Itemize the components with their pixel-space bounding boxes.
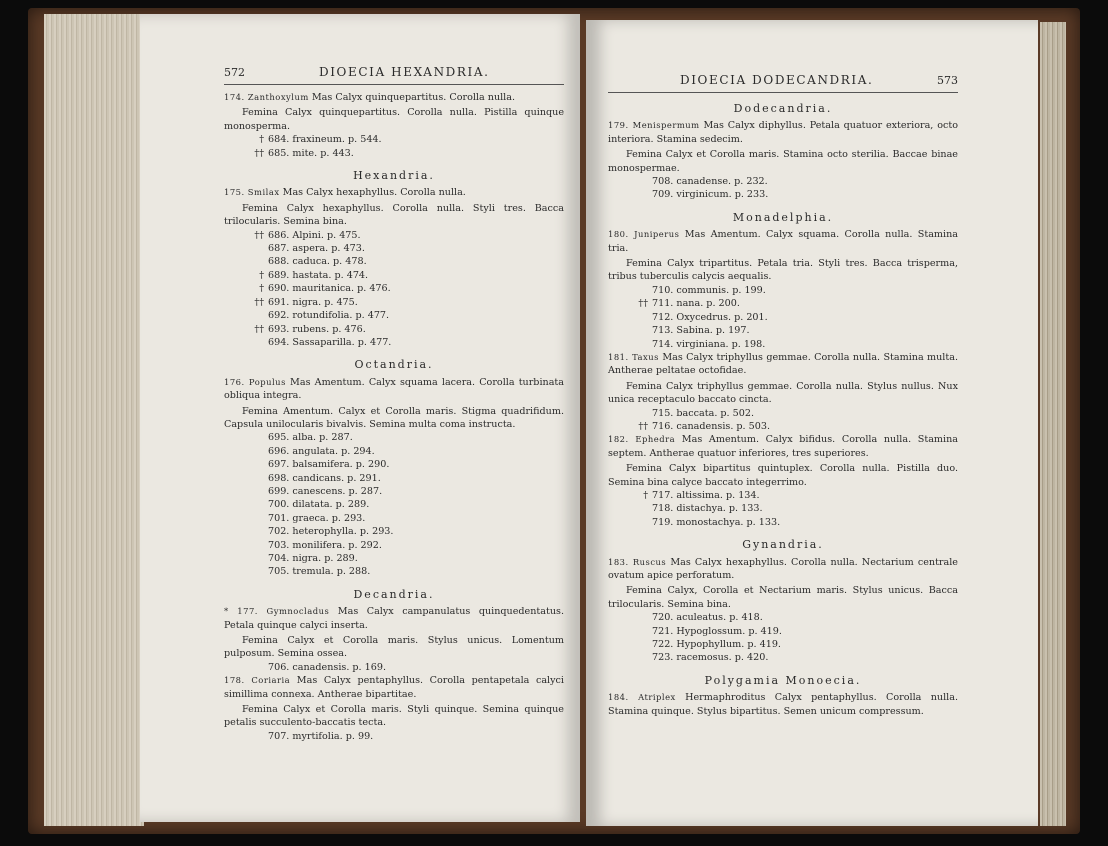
female-description: Femina Calyx et Corolla maris. Styli quinque. Semina quinque petalis succulento-baccatis tecta. — [224, 704, 564, 729]
species-list — [608, 407, 958, 434]
species-list — [224, 431, 564, 578]
female-description: Femina Calyx quinquepartitus. Corolla nulla. Pistilla quinque monosperma. — [224, 107, 564, 132]
species-item — [242, 458, 564, 471]
species-item — [626, 297, 958, 310]
genus-entry — [608, 119, 958, 146]
species-item — [626, 638, 958, 651]
species-mark — [242, 242, 268, 255]
section-heading: Monadelphia. — [732, 210, 834, 224]
species-mark: †† — [254, 147, 264, 159]
species-text: 720. aculeatus. p. 418. — [652, 612, 763, 624]
genus-entry — [224, 674, 564, 701]
species-item — [626, 420, 958, 433]
female-description: Femina Calyx bipartitus quintuplex. Corolla nulla. Pistilla duo. Semina bina calyce baccato integerrimo. — [608, 463, 958, 488]
species-mark — [242, 565, 268, 578]
right-page — [586, 20, 1038, 826]
male-description: Mas Amentum. Calyx bifidus. Corolla nulla. Stamina septem. Antherae quatuor inferiores, tres superiores. — [608, 434, 958, 459]
species-text: 716. canadensis. p. 503. — [652, 420, 771, 432]
genus-entry — [224, 376, 564, 403]
species-text: 713. Sabina. p. 197. — [652, 325, 750, 337]
species-text: 688. caduca. p. 478. — [268, 256, 367, 268]
species-text: 708. canadense. p. 232. — [652, 176, 768, 188]
left-page-body — [224, 66, 564, 743]
female-description: Femina Calyx, Corolla et Nectarium maris. Stylus unicus. Bacca trilocularis. Semina bina. — [608, 585, 958, 610]
species-text: 689. hastata. p. 474. — [268, 269, 369, 281]
male-description: Mas Amentum. Calyx squama lacera. Corolla turbinata obliqua integra. — [224, 376, 564, 402]
species-list — [608, 489, 958, 529]
species-item — [242, 269, 564, 282]
male-description: Mas Calyx pentaphyllus. Corolla pentapetala calyci simillima connexa. Antherae bipartitae. — [224, 675, 564, 700]
female-description: Femina Calyx hexaphyllus. Corolla nulla. Styli tres. Bacca trilocularis. Semina bina. — [224, 202, 564, 228]
male-description: Hermaphroditus Calyx pentaphyllus. Corolla nulla. Stamina quinque. Stylus bipartitus. Semen unicum compressum. — [608, 692, 958, 717]
species-item — [626, 284, 958, 297]
species-item — [242, 565, 564, 578]
male-description: Mas Calyx campanulatus quinquedentatus. Petala quinque calyci inserta. — [224, 606, 564, 631]
genus-entry — [608, 228, 958, 255]
species-item — [242, 255, 564, 268]
species-mark — [242, 525, 268, 538]
species-mark: † — [259, 269, 264, 281]
section-heading: Gynandria. — [742, 538, 824, 552]
species-text: 710. communis. p. 199. — [652, 284, 766, 296]
genus-name: 184. Atriplex — [608, 692, 676, 703]
species-item — [626, 188, 958, 201]
species-text: 702. heterophylla. p. 293. — [268, 526, 394, 538]
right-page-title: DIOECIA DODECANDRIA. — [680, 73, 874, 87]
left-page — [140, 14, 580, 822]
genus-name: 176. Populus — [224, 376, 286, 387]
species-list — [608, 611, 958, 665]
species-mark — [242, 498, 268, 511]
section-heading: Polygamia Monoecia. — [704, 673, 862, 687]
species-text: 705. tremula. p. 288. — [268, 566, 371, 578]
section-heading: Hexandria. — [353, 169, 435, 183]
species-mark — [242, 431, 268, 444]
species-text: 698. candicans. p. 291. — [268, 472, 381, 484]
species-item — [242, 323, 564, 336]
species-item — [242, 730, 564, 743]
species-text: 697. balsamifera. p. 290. — [268, 459, 390, 471]
species-mark — [626, 188, 652, 201]
species-mark: † — [643, 489, 648, 501]
left-page-number: 572 — [224, 66, 245, 79]
species-item — [242, 445, 564, 458]
species-text: 719. monostachya. p. 133. — [652, 516, 781, 528]
species-mark — [242, 485, 268, 498]
species-mark — [242, 539, 268, 552]
species-text: 718. distachya. p. 133. — [652, 503, 763, 515]
page-edges-right — [1040, 22, 1066, 826]
species-mark — [242, 512, 268, 525]
left-entries — [224, 91, 564, 743]
species-mark — [626, 651, 652, 664]
species-text: 717. altissima. p. 134. — [652, 489, 760, 501]
species-item — [242, 661, 564, 674]
species-item — [242, 431, 564, 444]
species-mark — [242, 255, 268, 268]
species-item — [242, 498, 564, 511]
species-item — [626, 338, 958, 351]
species-mark — [242, 458, 268, 471]
species-text: 692. rotundifolia. p. 477. — [268, 310, 390, 322]
species-item — [242, 552, 564, 565]
species-mark — [626, 638, 652, 651]
species-item — [242, 133, 564, 146]
genus-name: 179. Menispermum — [608, 120, 700, 131]
genus-name: 178. Coriaria — [224, 675, 291, 686]
male-description: Mas Amentum. Calyx squama. Corolla nulla. Stamina tria. — [608, 229, 958, 254]
species-item — [626, 175, 958, 188]
species-item — [242, 147, 564, 160]
species-mark — [242, 730, 268, 743]
species-item — [242, 485, 564, 498]
species-text: 694. Sassaparilla. p. 477. — [268, 336, 392, 348]
species-mark — [626, 324, 652, 337]
species-mark — [242, 336, 268, 349]
species-item — [242, 472, 564, 485]
female-description: Femina Amentum. Calyx et Corolla maris. Stigma quadrifidum. Capsula unilocularis bivalvis. Semina multa coma instructa. — [224, 405, 564, 430]
species-list — [224, 661, 564, 674]
genus-name: * 177. Gymnocladus — [224, 606, 330, 617]
species-mark — [626, 611, 652, 624]
species-mark: † — [259, 283, 264, 295]
species-mark — [626, 338, 652, 351]
species-text: 714. virginiana. p. 198. — [652, 338, 766, 350]
section-heading: Octandria. — [354, 358, 434, 372]
species-item — [242, 282, 564, 295]
female-description: Femina Calyx tripartitus. Petala tria. Styli tres. Bacca trisperma, tribus tuberculis calycis aequalis. — [608, 258, 958, 283]
right-page-body — [608, 74, 958, 718]
genus-entry — [224, 91, 564, 104]
page-edges-left — [44, 14, 144, 826]
species-text: 706. canadensis. p. 169. — [268, 661, 387, 673]
genus-entry — [608, 556, 958, 583]
species-text: 721. Hypoglossum. p. 419. — [652, 625, 782, 637]
female-description: Femina Calyx triphyllus gemmae. Corolla nulla. Stylus nullus. Nux unica receptaculo baccato cincta. — [608, 380, 958, 406]
species-item — [626, 489, 958, 502]
species-item — [242, 229, 564, 242]
genus-entry — [224, 186, 564, 199]
species-item — [242, 539, 564, 552]
species-item — [626, 651, 958, 664]
species-mark: † — [259, 134, 264, 146]
species-list — [224, 133, 564, 160]
species-mark — [242, 552, 268, 565]
genus-name: 175. Smilax — [224, 187, 280, 198]
species-mark: †† — [254, 229, 264, 241]
species-mark — [626, 625, 652, 638]
species-item — [242, 336, 564, 349]
species-mark — [626, 516, 652, 529]
male-description: Mas Calyx hexaphyllus. Corolla nulla. Nectarium centrale ovatum apice perforatum. — [608, 556, 958, 581]
section-heading: Dodecandria. — [733, 102, 833, 115]
species-item — [242, 309, 564, 322]
genus-name: 181. Taxus — [608, 351, 659, 362]
species-mark — [626, 502, 652, 515]
species-text: 715. baccata. p. 502. — [652, 407, 755, 419]
species-mark — [242, 661, 268, 674]
right-running-head — [608, 74, 958, 93]
species-mark — [626, 175, 652, 188]
genus-name: 180. Juniperus — [608, 229, 680, 240]
genus-name: 174. Zanthoxylum — [224, 92, 309, 102]
species-mark: †† — [254, 296, 264, 308]
species-text: 711. nana. p. 200. — [652, 298, 740, 310]
species-item — [626, 502, 958, 515]
species-text: 687. aspera. p. 473. — [268, 243, 365, 255]
species-mark — [626, 407, 652, 420]
genus-name: 182. Ephedra — [608, 434, 676, 445]
species-mark: †† — [638, 420, 648, 432]
species-mark: †† — [254, 323, 264, 335]
species-text: 700. dilatata. p. 289. — [268, 499, 370, 511]
species-text: 703. monilifera. p. 292. — [268, 539, 382, 551]
species-text: 696. angulata. p. 294. — [268, 445, 375, 457]
species-text: 695. alba. p. 287. — [268, 432, 353, 444]
species-item — [626, 611, 958, 624]
species-text: 722. Hypophyllum. p. 419. — [652, 639, 781, 651]
species-item — [626, 311, 958, 324]
species-text: 704. nigra. p. 289. — [268, 553, 358, 564]
species-text: 701. graeca. p. 293. — [268, 512, 366, 524]
female-description: Femina Calyx et Corolla maris. Stylus unicus. Lomentum pulposum. Semina ossea. — [224, 635, 564, 660]
species-text: 699. canescens. p. 287. — [268, 485, 383, 497]
species-text: 693. rubens. p. 476. — [268, 323, 366, 335]
genus-entry — [608, 351, 958, 378]
species-text: 723. racemosus. p. 420. — [652, 652, 769, 664]
species-list — [224, 229, 564, 350]
species-mark — [242, 445, 268, 458]
species-text: 685. mite. p. 443. — [268, 147, 354, 159]
species-list — [224, 730, 564, 743]
species-mark — [626, 311, 652, 324]
male-description: Mas Calyx quinquepartitus. Corolla nulla. — [311, 92, 516, 103]
male-description: Mas Calyx diphyllus. Petala quatuor exteriora, octo interiora. Stamina sedecim. — [608, 120, 958, 145]
species-item — [626, 516, 958, 529]
species-text: 707. myrtifolia. p. 99. — [268, 730, 374, 742]
species-text: 684. fraxineum. p. 544. — [268, 134, 382, 146]
species-mark — [626, 284, 652, 297]
species-text: 712. Oxycedrus. p. 201. — [652, 311, 768, 323]
left-running-head — [224, 66, 564, 85]
species-text: 691. nigra. p. 475. — [268, 296, 358, 308]
species-item — [242, 296, 564, 309]
genus-entry — [608, 433, 958, 460]
species-list — [608, 284, 958, 351]
right-entries — [608, 102, 958, 718]
genus-name: 183. Ruscus — [608, 556, 667, 567]
species-item — [242, 525, 564, 538]
species-text: 690. mauritanica. p. 476. — [268, 283, 391, 295]
species-mark: †† — [638, 298, 648, 310]
species-item — [626, 324, 958, 337]
species-mark — [242, 472, 268, 485]
genus-entry — [608, 691, 958, 718]
species-list — [608, 175, 958, 202]
species-item — [242, 242, 564, 255]
left-page-title: DIOECIA HEXANDRIA. — [319, 65, 490, 79]
section-heading: Decandria. — [353, 587, 435, 601]
species-item — [626, 625, 958, 638]
right-page-number: 573 — [937, 74, 958, 87]
female-description: Femina Calyx et Corolla maris. Stamina octo sterilia. Baccae binae monospermae. — [608, 149, 958, 174]
species-item — [242, 512, 564, 525]
genus-entry — [224, 605, 564, 632]
male-description: Mas Calyx hexaphyllus. Corolla nulla. — [282, 187, 466, 199]
male-description: Mas Calyx triphyllus gemmae. Corolla nulla. Stamina multa. Antherae peltatae octofidae. — [608, 351, 958, 377]
species-text: 709. virginicum. p. 233. — [652, 189, 769, 201]
species-mark — [242, 309, 268, 322]
species-item — [626, 407, 958, 420]
species-text: 686. Alpini. p. 475. — [268, 229, 361, 241]
